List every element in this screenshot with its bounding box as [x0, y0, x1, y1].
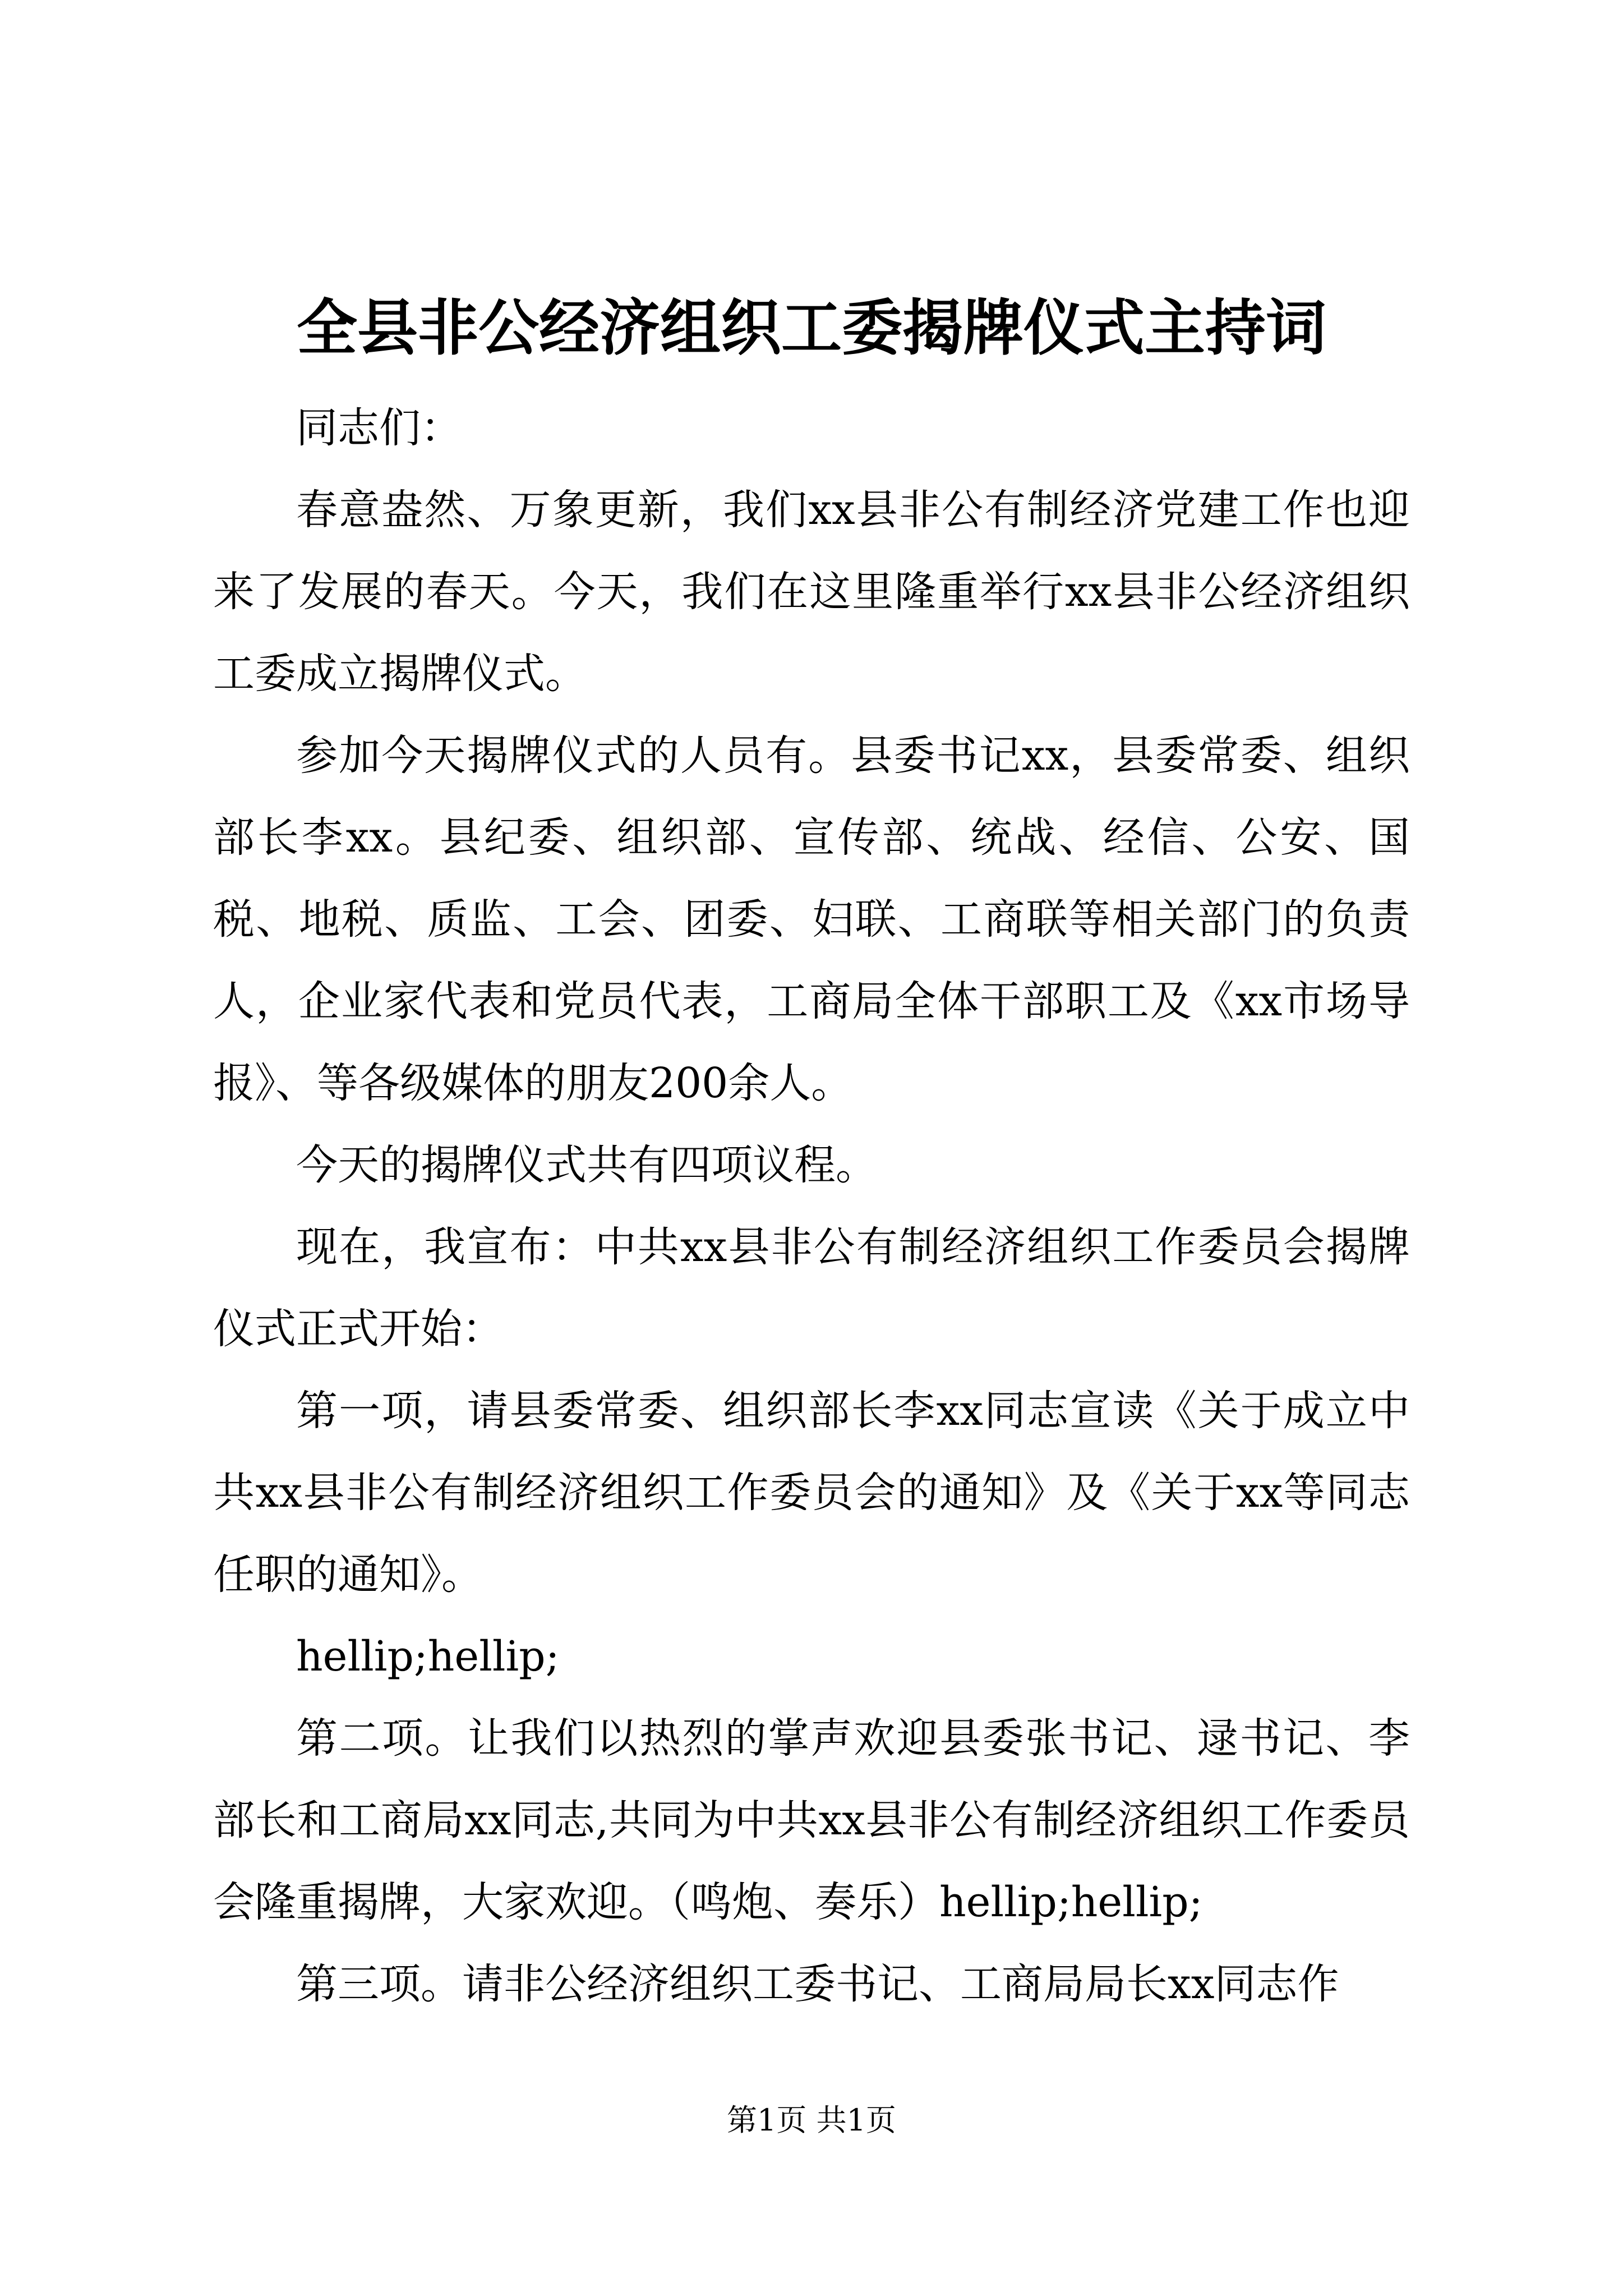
paragraph-announcement: 现在，我宣布：中共xx县非公有制经济组织工作委员会揭牌仪式正式开始： [213, 1223, 1410, 1353]
paragraph-ellipsis: hellip;hellip; [296, 1632, 560, 1681]
paragraph-item-three: 第三项。请非公经济组织工委书记、工商局局长xx同志作 [296, 1960, 1339, 2008]
paragraph-attendees: 参加今天揭牌仪式的人员有。县委书记xx，县委常委、组织部长李xx。县纪委、组织部、宣传部、统战、经信、公安、国税、地税、质监、工会、团委、妇联、工商联等相关部门的负责人，企业家代表和党员代表，工商局全体干部职工及《xx市场导报》、等各级媒体的朋友200余人。 [213, 731, 1410, 1107]
document-title: 全县非公经济组织工委揭牌仪式主持词 [296, 293, 1326, 364]
paragraph-item-one: 第一项，请县委常委、组织部长李xx同志宣读《关于成立中共xx县非公有制经济组织工作委员会的通知》及《关于xx等同志任职的通知》。 [213, 1387, 1410, 1599]
paragraph-opening: 春意盎然、万象更新，我们xx县非公有制经济党建工作也迎来了发展的春天。今天，我们在这里隆重举行xx县非公经济组织工委成立揭牌仪式。 [213, 486, 1410, 698]
page-number: 第1页 共1页 [727, 2102, 896, 2138]
document-body [213, 387, 1410, 2025]
paragraph-greeting: 同志们： [296, 404, 462, 452]
paragraph-agenda: 今天的揭牌仪式共有四项议程。 [296, 1141, 877, 1189]
paragraph-item-two: 第二项。让我们以热烈的掌声欢迎县委张书记、逯书记、李部长和工商局xx同志,共同为中共xx县非公有制经济组织工作委员会隆重揭牌，大家欢迎。（鸣炮、奏乐）hellip;hellip; [213, 1714, 1410, 1926]
